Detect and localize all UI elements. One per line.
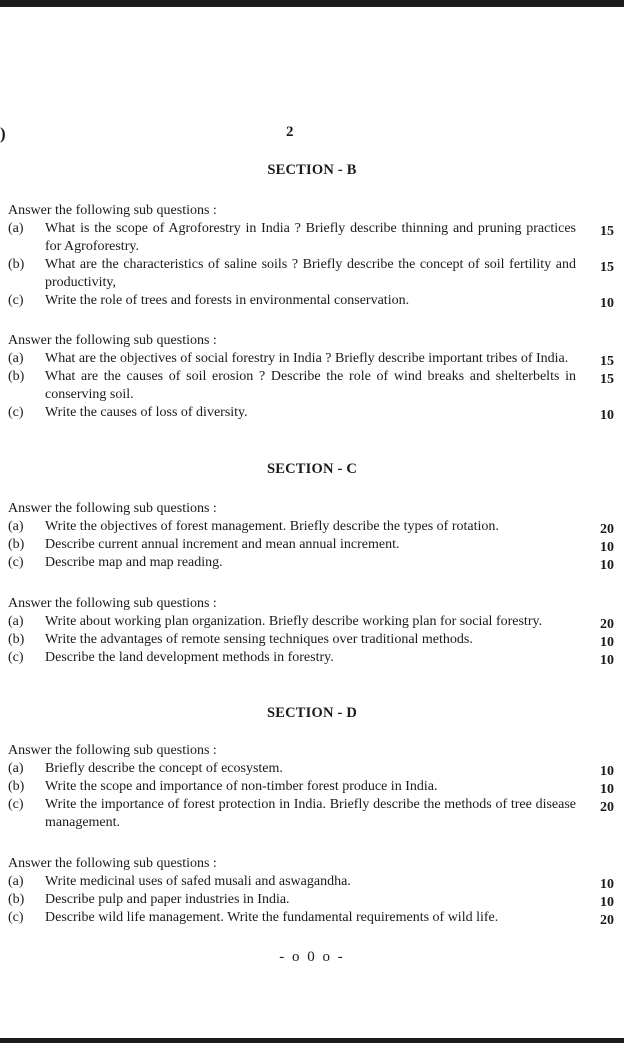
section-title-c: SECTION - C bbox=[266, 461, 358, 477]
sub-question-text: What is the scope of Agroforestry in India ? Briefly describe thinning and pruning practices for Agroforestry. bbox=[45, 221, 576, 254]
sub-question-label: (b) bbox=[8, 257, 25, 272]
marks-value: 10 bbox=[600, 782, 614, 797]
sub-question-text: Briefly describe the concept of ecosystem. bbox=[45, 761, 283, 776]
sub-question-label: (a) bbox=[8, 351, 24, 366]
question-intro: Answer the following sub questions : bbox=[8, 203, 217, 218]
question-block bbox=[8, 202, 614, 310]
sub-question bbox=[8, 404, 614, 422]
sub-question bbox=[8, 778, 614, 796]
sub-question-label: (c) bbox=[8, 650, 24, 665]
sub-question-text: Write about working plan organization. Briefly describe working plan for social forestry. bbox=[45, 614, 543, 629]
top-border-rule bbox=[0, 0, 624, 7]
sub-question bbox=[8, 613, 614, 631]
sub-question bbox=[8, 220, 614, 256]
sub-question-label: (a) bbox=[8, 519, 24, 534]
sub-question bbox=[8, 350, 614, 368]
sub-question-label: (b) bbox=[8, 892, 25, 907]
sub-question-label: (b) bbox=[8, 369, 25, 384]
sub-question-text: Describe pulp and paper industries in India. bbox=[45, 892, 290, 907]
sub-question bbox=[8, 760, 614, 778]
question-block bbox=[8, 855, 614, 927]
sub-question-label: (c) bbox=[8, 405, 24, 420]
sub-question bbox=[8, 873, 614, 891]
sub-question bbox=[8, 292, 614, 310]
sub-question-label: (c) bbox=[8, 797, 24, 812]
marks-value: 10 bbox=[600, 296, 614, 311]
marks-value: 10 bbox=[600, 540, 614, 555]
sub-question bbox=[8, 554, 614, 572]
question-intro: Answer the following sub questions : bbox=[8, 856, 217, 871]
sub-question-label: (b) bbox=[8, 779, 25, 794]
sub-question bbox=[8, 368, 614, 404]
sub-question-text: Write the scope and importance of non-timber forest produce in India. bbox=[45, 779, 438, 794]
marks-value: 10 bbox=[600, 635, 614, 650]
sub-question-text: Write the advantages of remote sensing techniques over traditional methods. bbox=[45, 632, 473, 647]
sub-question-text: What are the characteristics of saline soils ? Briefly describe the concept of soil fertility and productivity, bbox=[45, 257, 576, 290]
sub-question-label: (c) bbox=[8, 555, 24, 570]
sub-question-label: (b) bbox=[8, 632, 25, 647]
question-intro: Answer the following sub questions : bbox=[8, 596, 217, 611]
sub-question bbox=[8, 518, 614, 536]
marks-value: 15 bbox=[600, 224, 614, 239]
marks-value: 10 bbox=[600, 558, 614, 573]
question-block bbox=[8, 595, 614, 667]
marks-value: 15 bbox=[600, 372, 614, 387]
sub-question-text: Write medicinal uses of safed musali and aswagandha. bbox=[45, 874, 351, 889]
bottom-border-rule bbox=[0, 1038, 624, 1043]
section-title-d: SECTION - D bbox=[266, 705, 358, 721]
sub-question-label: (a) bbox=[8, 761, 24, 776]
sub-question bbox=[8, 649, 614, 667]
marks-value: 20 bbox=[600, 617, 614, 632]
sub-question-text: Describe the land development methods in forestry. bbox=[45, 650, 334, 665]
sub-question-text: Write the causes of loss of diversity. bbox=[45, 405, 248, 420]
sub-question bbox=[8, 796, 614, 832]
marks-value: 15 bbox=[600, 354, 614, 369]
marks-value: 10 bbox=[600, 653, 614, 668]
question-intro: Answer the following sub questions : bbox=[8, 743, 217, 758]
marks-value: 20 bbox=[600, 522, 614, 537]
question-intro: Answer the following sub questions : bbox=[8, 333, 217, 348]
question-block bbox=[8, 500, 614, 572]
sub-question-text: Describe current annual increment and mean annual increment. bbox=[45, 537, 400, 552]
marks-value: 10 bbox=[600, 764, 614, 779]
sub-question-text: What are the causes of soil erosion ? Describe the role of wind breaks and shelterbelts in conserving soil. bbox=[45, 369, 576, 402]
sub-question bbox=[8, 256, 614, 292]
sub-question-label: (c) bbox=[8, 910, 24, 925]
sub-question-text: Describe wild life management. Write the fundamental requirements of wild life. bbox=[45, 910, 499, 925]
marks-value: 20 bbox=[600, 913, 614, 928]
sub-question bbox=[8, 891, 614, 909]
sub-question-label: (a) bbox=[8, 221, 24, 236]
marks-value: 10 bbox=[600, 877, 614, 892]
marks-value: 10 bbox=[600, 895, 614, 910]
page-number: 2 bbox=[286, 124, 294, 140]
marks-value: 20 bbox=[600, 800, 614, 815]
sub-question bbox=[8, 536, 614, 554]
marks-value: 10 bbox=[600, 408, 614, 423]
end-of-paper-mark: - o 0 o - bbox=[279, 949, 345, 965]
sub-question-label: (c) bbox=[8, 293, 24, 308]
page-corner-mark: ) bbox=[0, 124, 6, 143]
sub-question bbox=[8, 631, 614, 649]
sub-question bbox=[8, 909, 614, 927]
sub-question-text: What are the objectives of social forestry in India ? Briefly describe important tribes of India. bbox=[45, 351, 569, 366]
sub-question-label: (a) bbox=[8, 874, 24, 889]
sub-question-label: (b) bbox=[8, 537, 25, 552]
marks-value: 15 bbox=[600, 260, 614, 275]
question-block bbox=[8, 332, 614, 422]
question-intro: Answer the following sub questions : bbox=[8, 501, 217, 516]
sub-question-text: Write the importance of forest protection in India. Briefly describe the methods of tree disease management. bbox=[45, 797, 576, 830]
sub-question-text: Describe map and map reading. bbox=[45, 555, 223, 570]
sub-question-text: Write the role of trees and forests in environmental conservation. bbox=[45, 293, 410, 308]
sub-question-label: (a) bbox=[8, 614, 24, 629]
question-block bbox=[8, 742, 614, 832]
sub-question-text: Write the objectives of forest management. Briefly describe the types of rotation. bbox=[45, 519, 499, 534]
section-title-b: SECTION - B bbox=[267, 162, 357, 178]
